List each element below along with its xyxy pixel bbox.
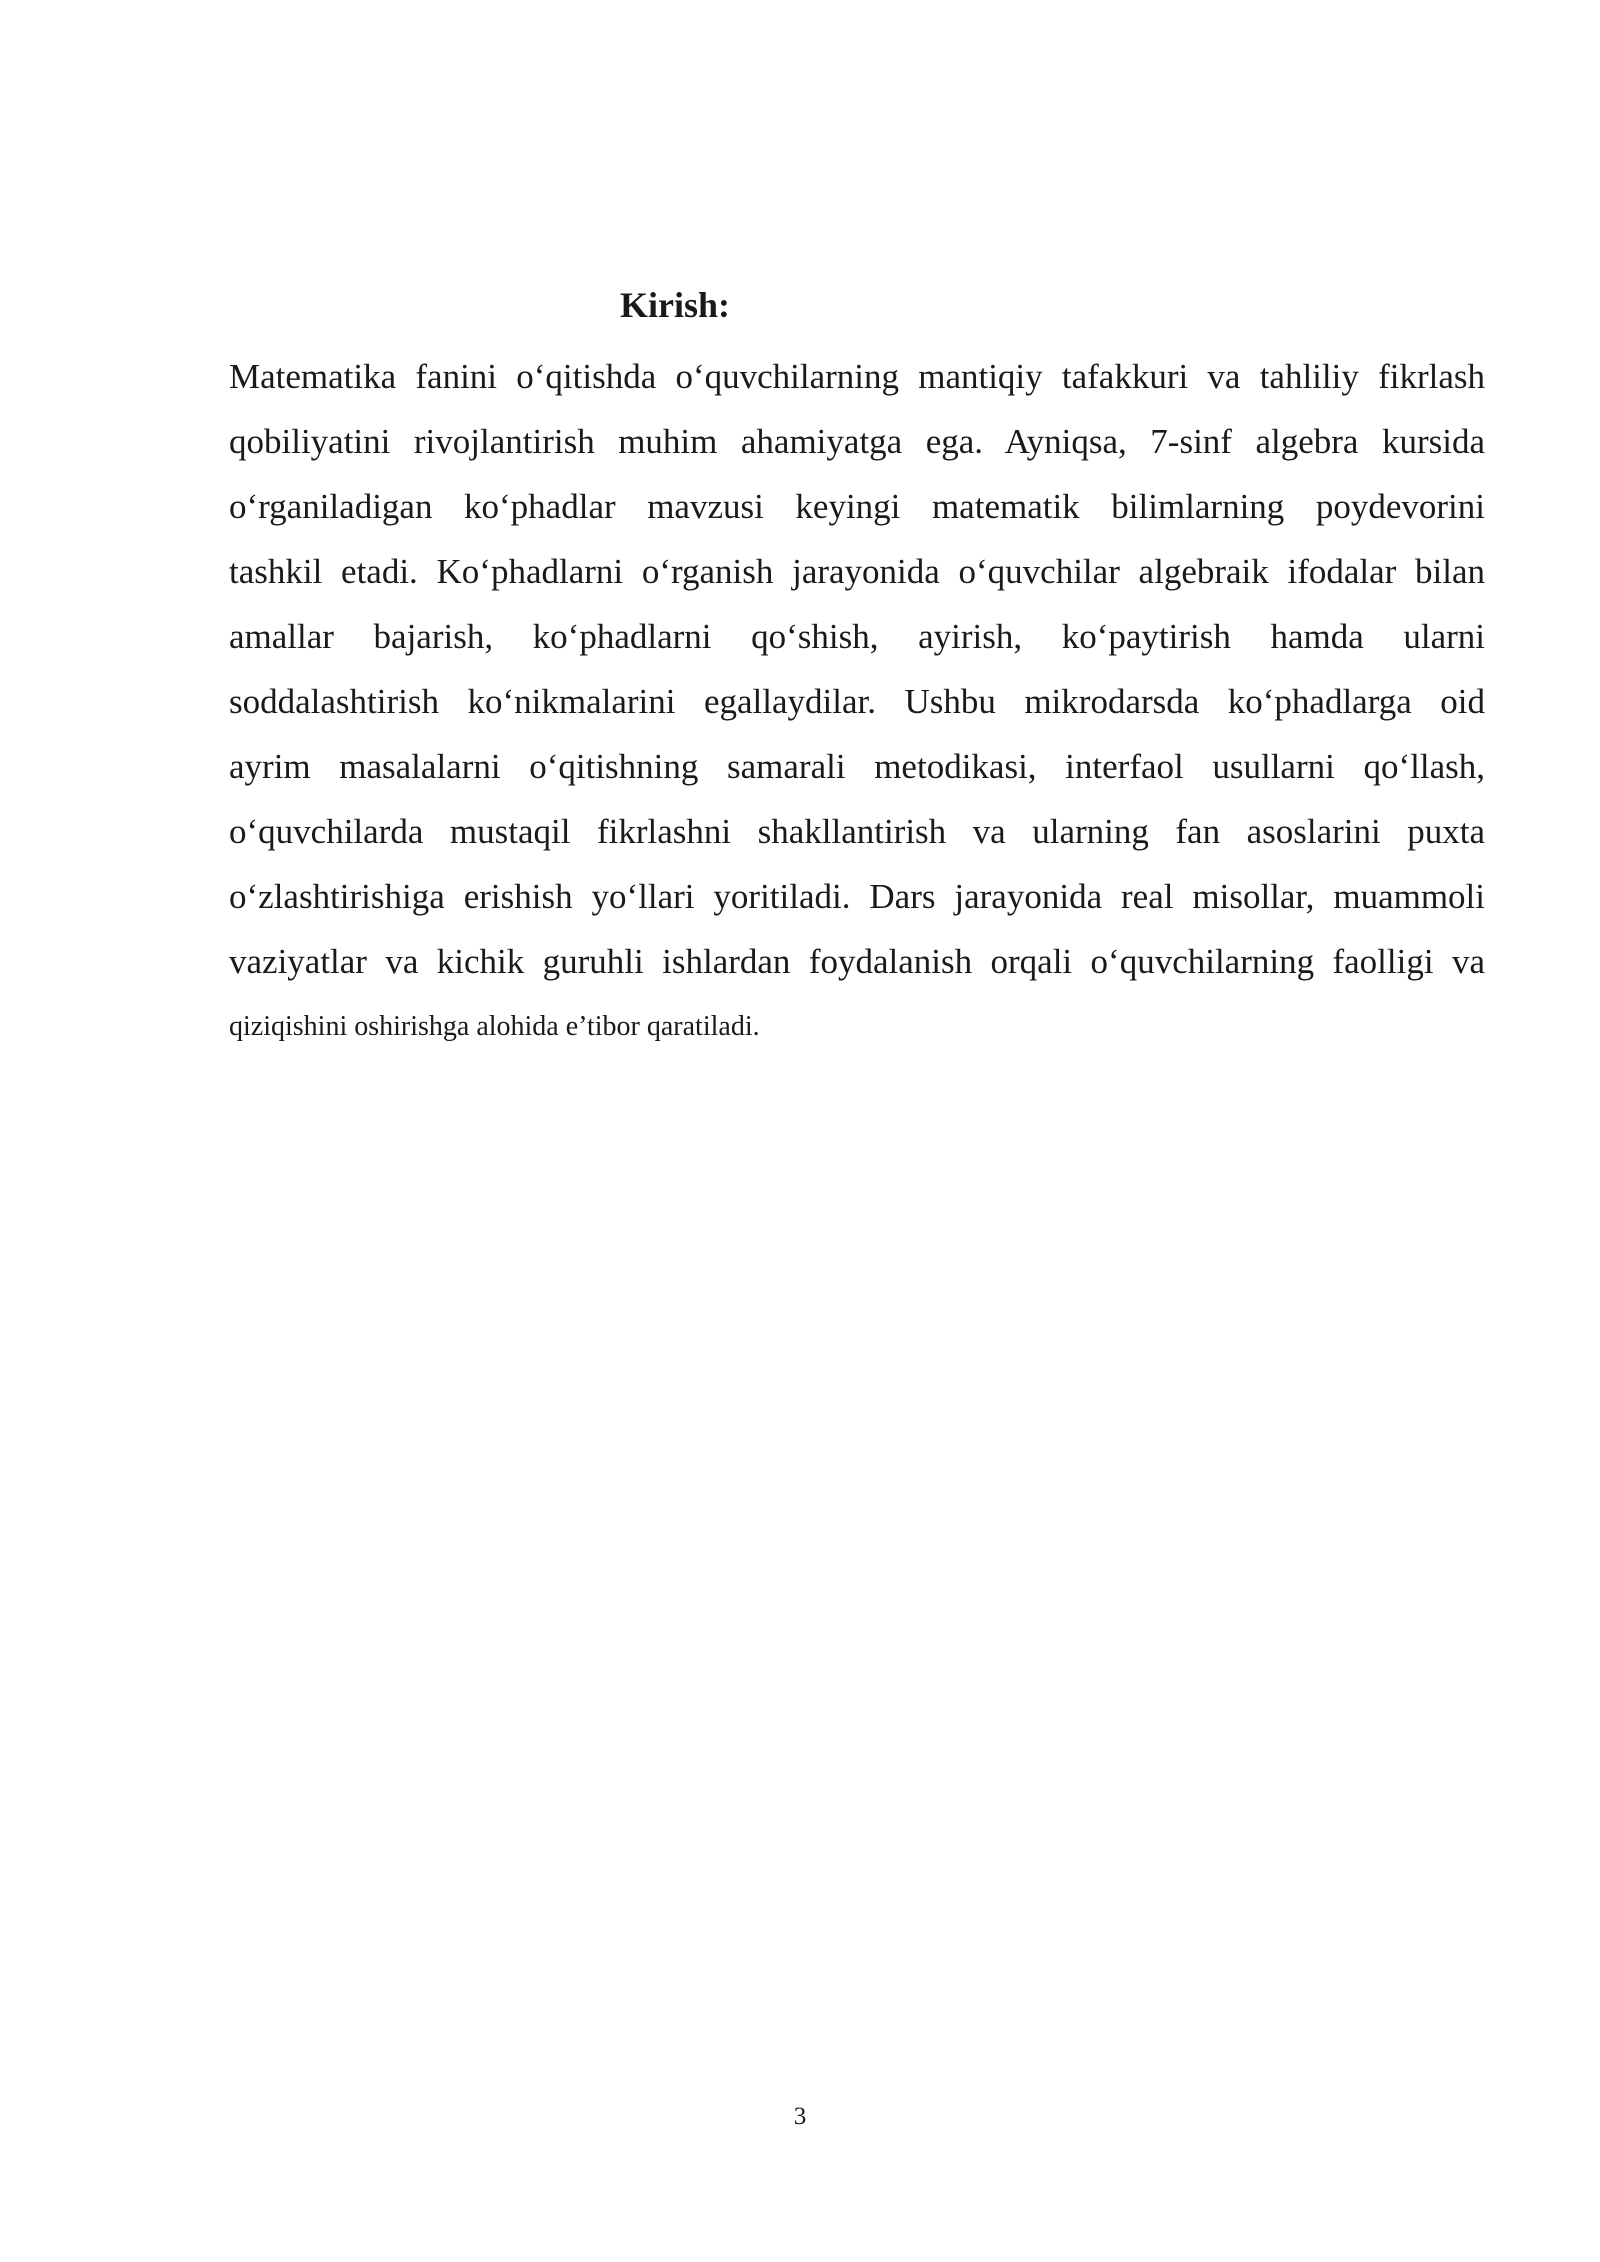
page-number: 3 bbox=[793, 2103, 807, 2130]
paragraph-line-2: qobiliyatini rivojlantirish muhim ahamiyatga ega. Ayniqsa, 7-sinf algebra kursida bbox=[229, 422, 1485, 461]
paragraph-line-9: o‘zlashtirishiga erishish yo‘llari yoritiladi. Dars jarayonida real misollar, muammoli bbox=[229, 877, 1485, 916]
paragraph-line-7: ayrim masalalarni o‘qitishning samarali metodikasi, interfaol usullarni qo‘llash, bbox=[229, 747, 1485, 786]
paragraph-line-10: vaziyatlar va kichik guruhli ishlardan foydalanish orqali o‘quvchilarning faolligi va bbox=[229, 942, 1485, 981]
paragraph-line-6: soddalashtirish ko‘nikmalarini egallaydilar. Ushbu mikrodarsda ko‘phadlarga oid bbox=[229, 682, 1485, 721]
section-heading: Kirish: bbox=[620, 285, 731, 325]
paragraph-line-3: o‘rganiladigan ko‘phadlar mavzusi keyingi matematik bilimlarning poydevorini bbox=[229, 487, 1485, 526]
body-paragraph bbox=[229, 344, 1485, 1059]
paragraph-line-4: tashkil etadi. Ko‘phadlarni o‘rganish jarayonida o‘quvchilar algebraik ifodalar bilan bbox=[229, 552, 1485, 591]
paragraph-line-5: amallar bajarish, ko‘phadlarni qo‘shish, ayirish, ko‘paytirish hamda ularni bbox=[229, 617, 1485, 656]
paragraph-line-1: Matematika fanini o‘qitishda o‘quvchilarning mantiqiy tafakkuri va tahliliy fikrlash bbox=[229, 357, 1485, 396]
paragraph-line-8: o‘quvchilarda mustaqil fikrlashni shakllantirish va ularning fan asoslarini puxta bbox=[229, 812, 1485, 851]
paragraph-line-11: qiziqishini oshirishga alohida e’tibor qaratiladi. bbox=[229, 1011, 760, 1042]
